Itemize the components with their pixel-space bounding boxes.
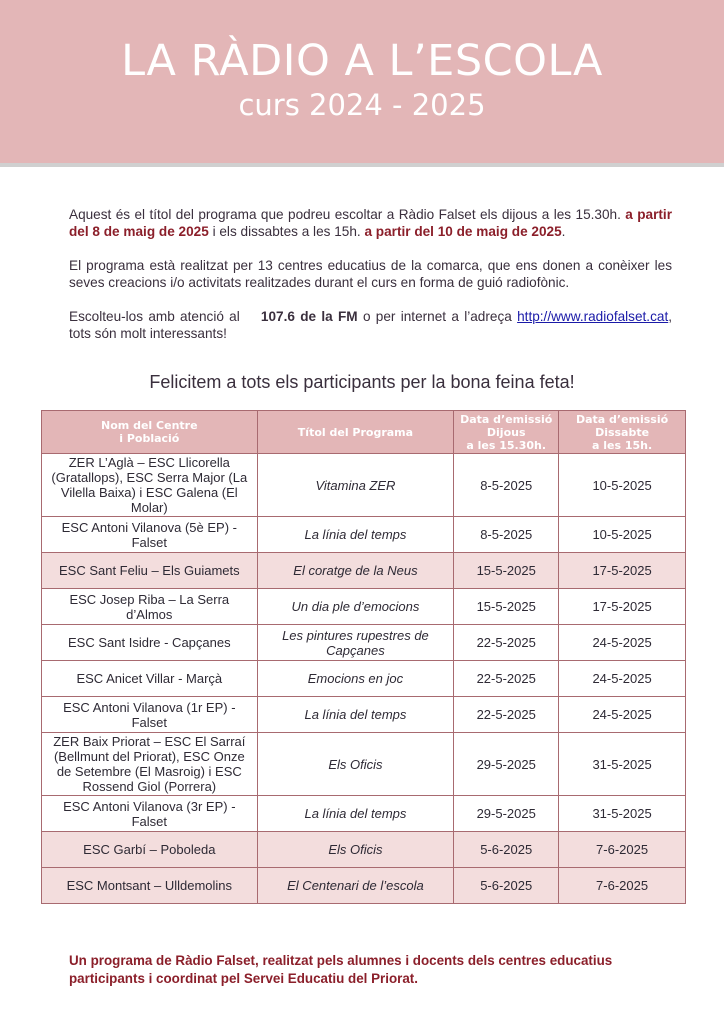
- intro-text: [69, 206, 672, 359]
- table-row: [42, 697, 686, 733]
- centre-cell: ESC Antoni Vilanova (5è EP) - Falset: [42, 517, 258, 553]
- centre-cell: ZER L’Aglà – ESC Llicorella (Gratallops), ESC Serra Major (La Vilella Baixa) i ESC Galena (El Molar): [42, 454, 258, 517]
- thursday-date-cell: 15-5-2025: [454, 589, 559, 625]
- program-title-cell: Els Oficis: [257, 832, 454, 868]
- centre-cell: ESC Antoni Vilanova (3r EP) - Falset: [42, 796, 258, 832]
- table-body: [42, 454, 686, 904]
- intro-p3-end: , tots són molt interessants!: [69, 309, 673, 341]
- program-title-cell: Les pintures rupestres de Capçanes: [257, 625, 454, 661]
- header-program-title: Títol del Programa: [257, 411, 454, 454]
- saturday-date-cell: 24-5-2025: [559, 661, 686, 697]
- table-row: [42, 661, 686, 697]
- thursday-date-cell: 22-5-2025: [454, 625, 559, 661]
- saturday-date-cell: 10-5-2025: [559, 454, 686, 517]
- thursday-date-cell: 29-5-2025: [454, 796, 559, 832]
- saturday-date-cell: 7-6-2025: [559, 832, 686, 868]
- program-title-cell: Un dia ple d’emocions: [257, 589, 454, 625]
- page-title: LA RÀDIO A L’ESCOLA: [121, 36, 603, 86]
- page-subtitle: curs 2024 - 2025: [238, 88, 486, 122]
- radio-website-link[interactable]: http://www.radiofalset.cat: [517, 309, 669, 324]
- centre-cell: ZER Baix Priorat – ESC El Sarraí (Bellmunt del Priorat), ESC Onze de Setembre (El Masroig) i ESC Rossend Giol (Porrera): [42, 733, 258, 796]
- schedule-table: [41, 410, 686, 904]
- program-title-cell: La línia del temps: [257, 796, 454, 832]
- intro-p1-mid: i els dissabtes a les 15h.: [212, 224, 361, 239]
- table-row: [42, 733, 686, 796]
- centre-cell: ESC Montsant – Ulldemolins: [42, 868, 258, 904]
- program-title-cell: La línia del temps: [257, 517, 454, 553]
- table-row: [42, 454, 686, 517]
- table-row: [42, 625, 686, 661]
- table-row: [42, 796, 686, 832]
- table-header-row: [42, 411, 686, 454]
- table-row: [42, 517, 686, 553]
- thursday-date-cell: 15-5-2025: [454, 553, 559, 589]
- table-row: [42, 589, 686, 625]
- saturday-date-cell: 7-6-2025: [559, 868, 686, 904]
- intro-p1-start-thursday: a partir del 8 de maig de 2025: [69, 207, 672, 239]
- thursday-date-cell: 8-5-2025: [454, 517, 559, 553]
- centre-cell: ESC Antoni Vilanova (1r EP) - Falset: [42, 697, 258, 733]
- saturday-date-cell: 31-5-2025: [559, 796, 686, 832]
- thursday-date-cell: 29-5-2025: [454, 733, 559, 796]
- intro-p1-text: Aquest és el títol del programa que podreu escoltar a Ràdio Falset els dijous a les 15.30h.: [69, 207, 621, 222]
- intro-p3-mid: o per internet a l’adreça: [362, 309, 512, 324]
- thursday-date-cell: 22-5-2025: [454, 697, 559, 733]
- header-centre: Nom del Centre i Població: [42, 411, 258, 454]
- congratulations-text: Felicitem a tots els participants per la bona feina feta!: [149, 372, 575, 392]
- thursday-date-cell: 8-5-2025: [454, 454, 559, 517]
- program-title-cell: Vitamina ZER: [257, 454, 454, 517]
- thursday-date-cell: 22-5-2025: [454, 661, 559, 697]
- intro-p1-start-saturday: a partir del 10 de maig de 2025: [364, 224, 562, 239]
- intro-paragraph-3: [69, 308, 672, 342]
- centre-cell: ESC Sant Feliu – Els Guiamets: [42, 553, 258, 589]
- intro-p1-end: .: [561, 224, 566, 239]
- header-thursday-date: Data d’emissió Dijous a les 15.30h.: [454, 411, 559, 454]
- centre-cell: ESC Josep Riba – La Serra d’Almos: [42, 589, 258, 625]
- intro-paragraph-1: [69, 206, 672, 240]
- saturday-date-cell: 24-5-2025: [559, 625, 686, 661]
- saturday-date-cell: 17-5-2025: [559, 589, 686, 625]
- program-title-cell: El Centenari de l’escola: [257, 868, 454, 904]
- centre-cell: ESC Anicet Villar - Marçà: [42, 661, 258, 697]
- table-row: [42, 553, 686, 589]
- program-title-cell: La línia del temps: [257, 697, 454, 733]
- saturday-date-cell: 24-5-2025: [559, 697, 686, 733]
- radio-frequency: 107.6 de la FM: [260, 309, 358, 324]
- table-row: [42, 832, 686, 868]
- thursday-date-cell: 5-6-2025: [454, 832, 559, 868]
- footer-line-1: Un programa de Ràdio Falset, realitzat pels alumnes i docents dels centres educatius: [69, 953, 613, 968]
- header-saturday-date: Data d’emissió Dissabte a les 15h.: [559, 411, 686, 454]
- footer-line-2: participants i coordinat pel Servei Educatiu del Priorat.: [69, 971, 418, 986]
- header-banner: [0, 0, 724, 167]
- saturday-date-cell: 10-5-2025: [559, 517, 686, 553]
- saturday-date-cell: 17-5-2025: [559, 553, 686, 589]
- program-title-cell: Els Oficis: [257, 733, 454, 796]
- saturday-date-cell: 31-5-2025: [559, 733, 686, 796]
- centre-cell: ESC Sant Isidre - Capçanes: [42, 625, 258, 661]
- intro-paragraph-2: El programa està realitzat per 13 centres educatius de la comarca, que ens donen a conèixer les seves creacions i/o activitats realitzades durant el curs en forma de guió radiofònic.: [69, 258, 672, 290]
- intro-p3-start: Escolteu-los amb atenció al: [69, 309, 240, 324]
- program-title-cell: Emocions en joc: [257, 661, 454, 697]
- centre-cell: ESC Garbí – Poboleda: [42, 832, 258, 868]
- thursday-date-cell: 5-6-2025: [454, 868, 559, 904]
- program-title-cell: El coratge de la Neus: [257, 553, 454, 589]
- table-row: [42, 868, 686, 904]
- footer-credits: [69, 952, 689, 988]
